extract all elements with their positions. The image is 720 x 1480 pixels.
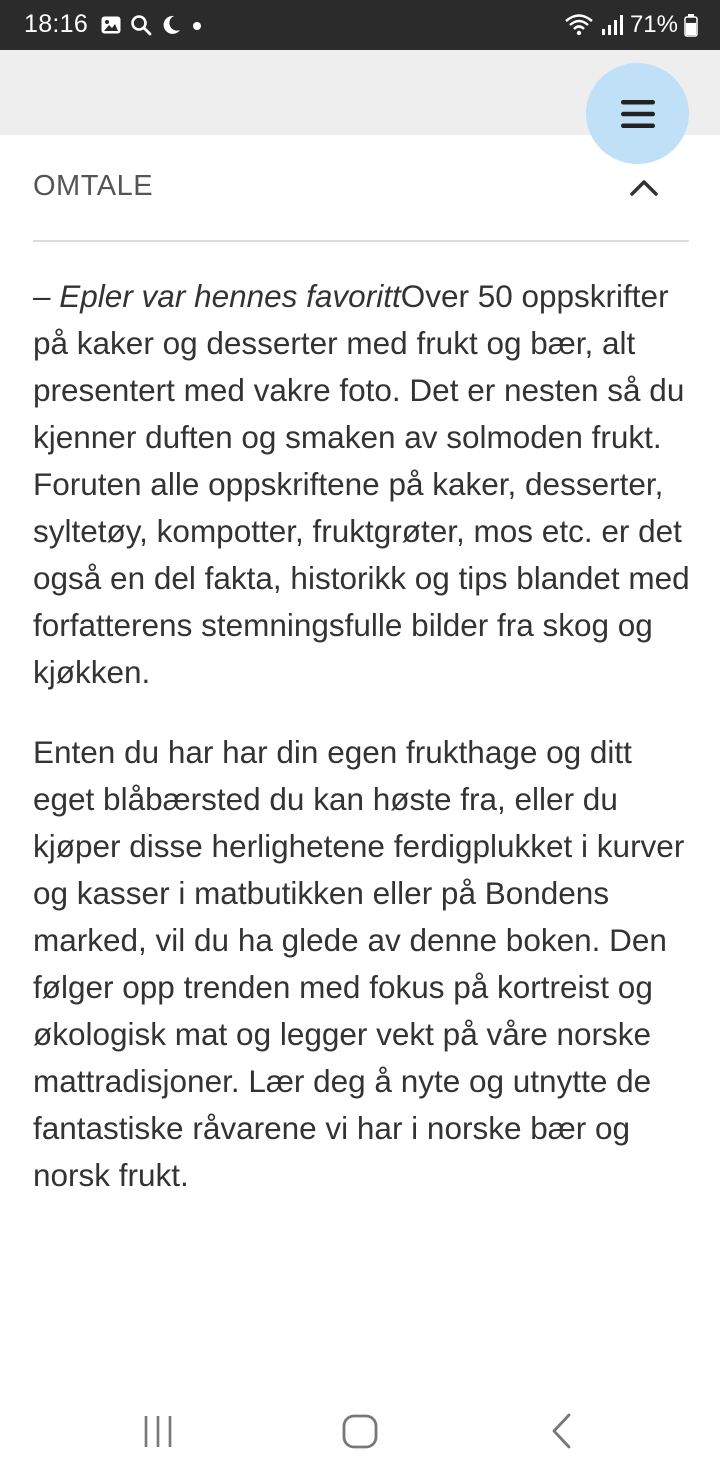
status-bar	[0, 0, 720, 50]
paragraph-1	[33, 273, 691, 696]
status-notification-icons	[100, 12, 204, 38]
battery-icon	[684, 13, 698, 37]
gallery-icon	[100, 14, 122, 36]
paragraph-1-text: Over 50 oppskrifter på kaker og desserter med frukt og bær, alt presentert med vakre foto. Det er nesten så du kjenner duften og smaken av solmoden frukt. Foruten alle oppskriftene på kaker, desserter, syltetøy, kompotter, fruktgrøter, mos etc. er det også en del fakta, historikk og tips blandet med forfatterens stemningsfulle bilder fra skog og kjøkken.	[33, 278, 690, 690]
section-title[interactable]: OMTALE	[33, 170, 154, 202]
menu-button[interactable]	[586, 63, 689, 164]
description-content	[33, 273, 691, 1232]
paragraph-2: Enten du har har din egen frukthage og ditt eget blåbærsted du kan høste fra, eller du kjøper disse herlighetene ferdigplukket i kurver og kasser i matbutikken eller på Bondens marked, vil du ha glede av denne boken. Den følger opp trenden med fokus på kortreist og økologisk mat og legger vekt på våre norske mattradisjoner. Lær deg å nyte og utnytte de fantastiske råvarene vi har i norske bær og norsk frukt.	[33, 734, 685, 1193]
section-divider	[33, 240, 689, 242]
moon-icon	[160, 14, 182, 36]
status-time: 18:16	[24, 10, 89, 38]
hamburger-menu-icon	[620, 98, 656, 130]
status-system-icons	[564, 10, 698, 40]
chevron-up-icon[interactable]	[627, 174, 661, 200]
paragraph-1-italic: – Epler var hennes favoritt	[33, 278, 401, 314]
recent-apps-icon[interactable]	[140, 1411, 176, 1451]
navigation-bar	[0, 1385, 720, 1480]
battery-percent: 71%	[629, 11, 678, 38]
dot-icon	[190, 14, 204, 36]
search-icon	[130, 14, 152, 36]
back-icon[interactable]	[545, 1411, 577, 1451]
signal-icon	[600, 13, 624, 37]
wifi-icon	[564, 13, 594, 37]
home-icon[interactable]	[340, 1411, 380, 1451]
